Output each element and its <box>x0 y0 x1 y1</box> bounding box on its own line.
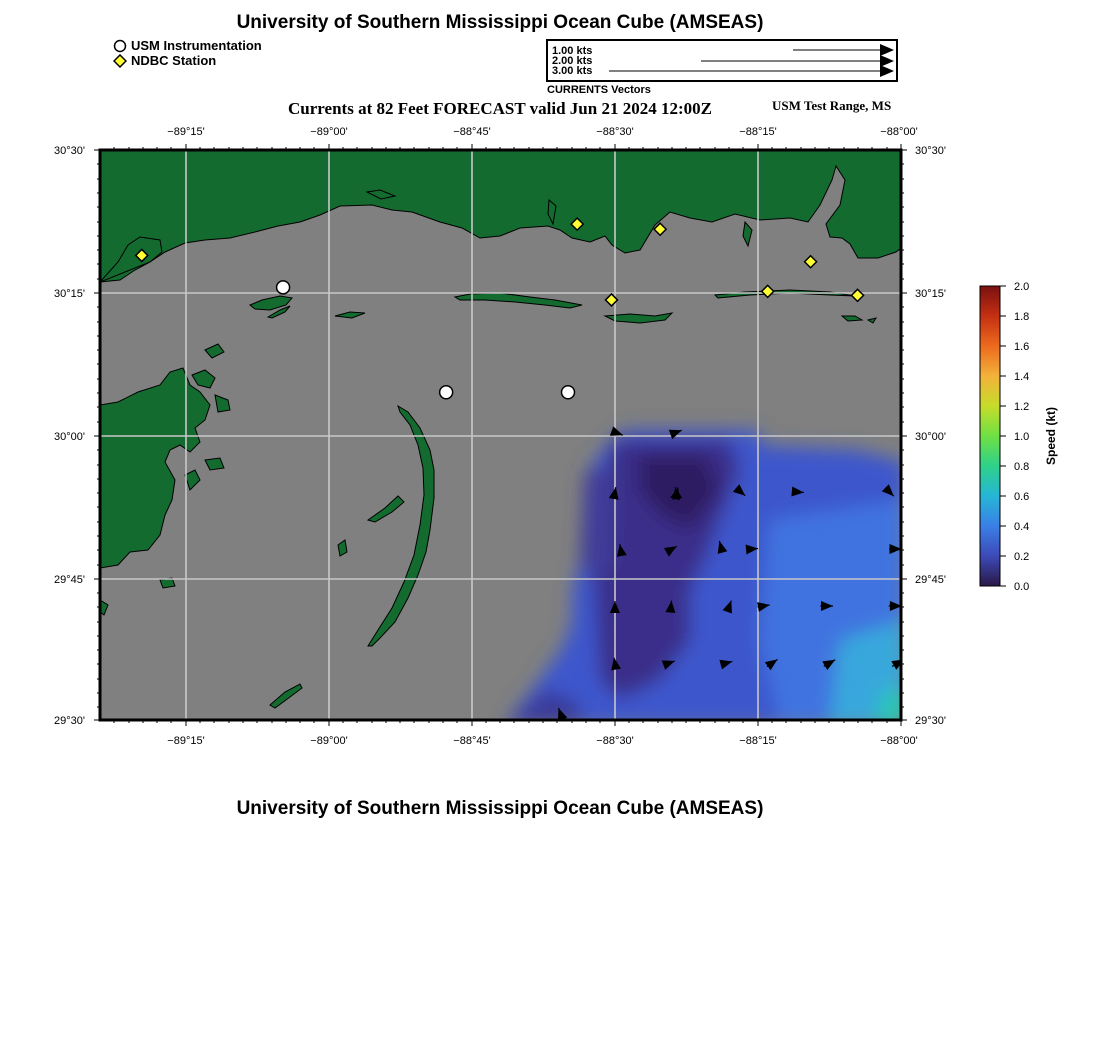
lat-tick-right: 30°30' <box>915 145 946 157</box>
lat-tick-left: 30°30' <box>54 145 85 157</box>
usm-station-marker <box>440 386 453 399</box>
lon-tick-top: −88°45' <box>453 126 491 138</box>
colorbar-tick: 2.0 <box>1014 281 1030 293</box>
lat-tick-right: 29°45' <box>915 574 946 586</box>
footer-title: University of Southern Mississippi Ocean Cube (AMSEAS) <box>236 798 764 819</box>
lon-tick-bottom: −89°15' <box>167 735 205 747</box>
map-subtitle: Currents at 82 Feet FORECAST valid Jun 21 2024 12:00Z <box>288 99 712 118</box>
lon-tick-bottom: −88°45' <box>453 735 491 747</box>
lon-tick-bottom: −89°00' <box>310 735 348 747</box>
lon-tick-top: −89°15' <box>167 126 205 138</box>
colorbar-tick: 1.2 <box>1014 401 1030 413</box>
vector-key-label-1: 1.00 kts <box>552 45 593 57</box>
colorbar <box>980 281 1058 593</box>
colorbar-tick: 0.8 <box>1014 461 1030 473</box>
vector-key-label-2: 2.00 kts <box>552 55 593 67</box>
lon-tick-top: −88°30' <box>596 126 634 138</box>
vector-key-label-3: 3.00 kts <box>552 65 593 77</box>
colorbar-title: Speed (kt) <box>1044 406 1058 466</box>
colorbar-tick: 0.2 <box>1014 551 1030 563</box>
lon-tick-bottom: −88°15' <box>739 735 777 747</box>
colorbar-tick: 0.4 <box>1014 521 1030 533</box>
colorbar-tick: 1.8 <box>1014 311 1030 323</box>
lat-tick-left: 30°15' <box>54 288 85 300</box>
lon-tick-top: −88°15' <box>739 126 777 138</box>
lat-tick-left: 29°45' <box>54 574 85 586</box>
colorbar-tick: 1.4 <box>1014 371 1030 383</box>
lat-tick-left: 29°30' <box>54 715 85 727</box>
lon-tick-bottom: −88°00' <box>880 735 918 747</box>
lat-tick-right: 29°30' <box>915 715 946 727</box>
lon-tick-top: −88°00' <box>880 126 918 138</box>
vector-key-title: CURRENTS Vectors <box>547 84 651 96</box>
colorbar-scale <box>980 286 1000 586</box>
lon-tick-bottom: −88°30' <box>596 735 634 747</box>
usm-station-marker <box>562 386 575 399</box>
legend-ndbc-label: NDBC Station <box>131 53 217 68</box>
page-title: University of Southern Mississippi Ocean Cube (AMSEAS) <box>236 12 764 33</box>
lon-tick-top: −89°00' <box>310 126 348 138</box>
colorbar-tick: 1.0 <box>1014 431 1030 443</box>
lat-tick-right: 30°00' <box>915 431 946 443</box>
colorbar-tick: 1.6 <box>1014 341 1030 353</box>
region-label: USM Test Range, MS <box>772 98 892 113</box>
lat-tick-left: 30°00' <box>54 431 85 443</box>
colorbar-tick: 0.6 <box>1014 491 1030 503</box>
lat-tick-right: 30°15' <box>915 288 946 300</box>
colorbar-tick: 0.0 <box>1014 581 1030 593</box>
legend-usm-label: USM Instrumentation <box>131 38 262 53</box>
usm-station-marker <box>277 281 290 294</box>
